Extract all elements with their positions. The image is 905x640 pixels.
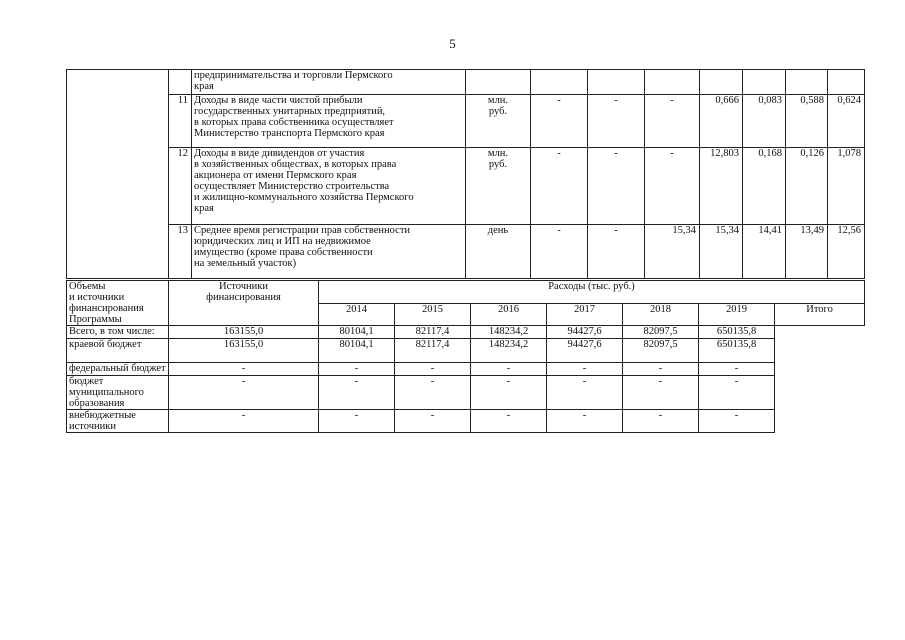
indicator-unit-line: млн. [487, 95, 509, 106]
indicator-value: 0,083 [743, 95, 786, 148]
indicator-unit-line: день [487, 225, 509, 236]
indicator-name-line: осуществляет Министерство строительства [194, 181, 390, 192]
page-number: 5 [449, 36, 456, 51]
indicator-name-line: края [194, 203, 214, 214]
financing-value: - [319, 410, 395, 433]
financing-source-line: краевой бюджет [69, 339, 142, 350]
financing-value: - [699, 410, 775, 433]
indicator-name-line: на земельный участок) [194, 258, 297, 269]
indicator-value: 12,56 [828, 225, 865, 279]
indicator-value: 0,588 [786, 95, 828, 148]
financing-row [67, 326, 865, 339]
indicator-row [67, 95, 865, 148]
year-cell: 2015 [395, 304, 471, 326]
year-cell: 2017 [547, 304, 623, 326]
indicator-value: 0,666 [700, 95, 743, 148]
indicator-value [700, 70, 743, 95]
indicator-value [588, 70, 645, 95]
indicator-value: - [645, 95, 700, 148]
financing-value: 650135,8 [699, 326, 775, 339]
indicator-unit-line: млн. [487, 148, 509, 159]
indicator-name [192, 70, 466, 95]
financing-value: - [547, 363, 623, 376]
financing-value: 94427,6 [547, 326, 623, 339]
financing-value: - [623, 410, 699, 433]
financing-row [67, 410, 865, 433]
indicator-unit-line: руб. [488, 159, 508, 170]
financing-value: - [471, 376, 547, 410]
financing-row [67, 339, 865, 363]
indicator-value: 0,624 [828, 95, 865, 148]
financing-value: - [169, 410, 319, 433]
financing-value: 80104,1 [319, 339, 395, 363]
indicator-value: 14,41 [743, 225, 786, 279]
indicator-value: - [531, 148, 588, 225]
indicator-value: 0,126 [786, 148, 828, 225]
indicator-name-line: в которых права собственника осуществляет [194, 117, 394, 128]
indicator-name [192, 148, 466, 225]
financing-value: - [547, 376, 623, 410]
financing-value: - [395, 363, 471, 376]
indicator-name-line: имущество (кроме права собственности [194, 247, 373, 258]
indicator-name-line: государственных унитарных предприятий, [194, 106, 386, 117]
financing-section-label: Объемы и источники финансирования Программы [67, 281, 169, 326]
financing-value: 82097,5 [623, 339, 699, 363]
indicator-name-line: Доходы в виде части чистой прибыли [194, 95, 363, 106]
indicator-value: - [531, 95, 588, 148]
financing-row [67, 363, 865, 376]
financing-source [67, 410, 169, 433]
indicator-value: 15,34 [645, 225, 700, 279]
sources-header: Источники финансирования [169, 281, 319, 326]
financing-source-line: образования [69, 398, 125, 409]
financing-value: 80104,1 [319, 326, 395, 339]
indicator-value [645, 70, 700, 95]
financing-value: - [319, 376, 395, 410]
year-cell: 2018 [623, 304, 699, 326]
financing-row [67, 376, 865, 410]
indicator-name [192, 225, 466, 279]
financing-source-line: внебюджетные источники [69, 410, 136, 432]
indicator-unit [466, 225, 531, 279]
indicator-value: - [531, 225, 588, 279]
indicator-value: 15,34 [700, 225, 743, 279]
financing-value: 650135,8 [699, 339, 775, 363]
indicator-unit [466, 95, 531, 148]
financing-value: 94427,6 [547, 339, 623, 363]
financing-table [66, 280, 865, 433]
indicator-name-line: Министерство транспорта Пермского края [194, 128, 385, 139]
financing-value: - [471, 410, 547, 433]
year-cell: 2016 [471, 304, 547, 326]
indicator-value: 12,803 [700, 148, 743, 225]
indicator-value: 1,078 [828, 148, 865, 225]
financing-value: - [169, 363, 319, 376]
indicator-value: - [588, 225, 645, 279]
year-cell: Итого [775, 304, 865, 326]
financing-value: - [699, 363, 775, 376]
indicator-unit [466, 148, 531, 225]
indicator-row [67, 70, 865, 95]
financing-source [67, 363, 169, 376]
indicator-name-line: предпринимательства и торговли Пермского [194, 70, 393, 81]
indicator-number: 11 [169, 95, 192, 148]
expenses-header: Расходы (тыс. руб.) [319, 281, 865, 304]
indicator-name-line: акционера от имени Пермского края [194, 170, 357, 181]
financing-source [67, 376, 169, 410]
financing-source [67, 339, 169, 363]
indicator-value: - [588, 95, 645, 148]
indicator-number: 13 [169, 225, 192, 279]
indicator-value: - [588, 148, 645, 225]
indicator-value [743, 70, 786, 95]
indicator-value [531, 70, 588, 95]
financing-value: - [699, 376, 775, 410]
indicator-unit [466, 70, 531, 95]
financing-value: 82117,4 [395, 326, 471, 339]
year-cell: 2019 [699, 304, 775, 326]
financing-value: 148234,2 [471, 339, 547, 363]
financing-value: - [471, 363, 547, 376]
financing-value: 82097,5 [623, 326, 699, 339]
financing-source-line: бюджет муниципального [69, 376, 144, 398]
indicator-value [828, 70, 865, 95]
financing-value: - [547, 410, 623, 433]
indicator-row [67, 225, 865, 279]
indicator-value [786, 70, 828, 95]
year-cell: 2014 [319, 304, 395, 326]
indicator-name-line: края [194, 81, 214, 92]
indicator-unit-line: руб. [488, 106, 508, 117]
indicator-name [192, 95, 466, 148]
indicator-number: 12 [169, 148, 192, 225]
financing-value: 163155,0 [169, 339, 319, 363]
financing-value: - [395, 376, 471, 410]
indicator-name-line: Доходы в виде дивидендов от участия [194, 148, 365, 159]
financing-value: - [623, 363, 699, 376]
indicator-value: 0,168 [743, 148, 786, 225]
financing-value: 163155,0 [169, 326, 319, 339]
indicator-number [169, 70, 192, 95]
financing-source-line: Всего, в том числе: [69, 326, 155, 337]
financing-header-row [67, 281, 865, 304]
indicator-name-line: и жилищно-коммунального хозяйства Пермского [194, 192, 414, 203]
indicator-name-line: в хозяйственных обществах, в которых права [194, 159, 397, 170]
indicator-value: 13,49 [786, 225, 828, 279]
indicator-name-line: юридических лиц и ИП на недвижимое [194, 236, 371, 247]
financing-value: 148234,2 [471, 326, 547, 339]
financing-source-line: федеральный бюджет [69, 363, 166, 374]
section-label-cell [67, 70, 169, 279]
financing-value: - [169, 376, 319, 410]
indicator-value: - [645, 148, 700, 225]
indicator-name-line: Среднее время регистрации прав собственности [194, 225, 411, 236]
financing-value: - [623, 376, 699, 410]
financing-source [67, 326, 169, 339]
financing-value: 82117,4 [395, 339, 471, 363]
indicator-row [67, 148, 865, 225]
financing-value: - [395, 410, 471, 433]
financing-value: - [319, 363, 395, 376]
indicators-table [66, 69, 865, 279]
